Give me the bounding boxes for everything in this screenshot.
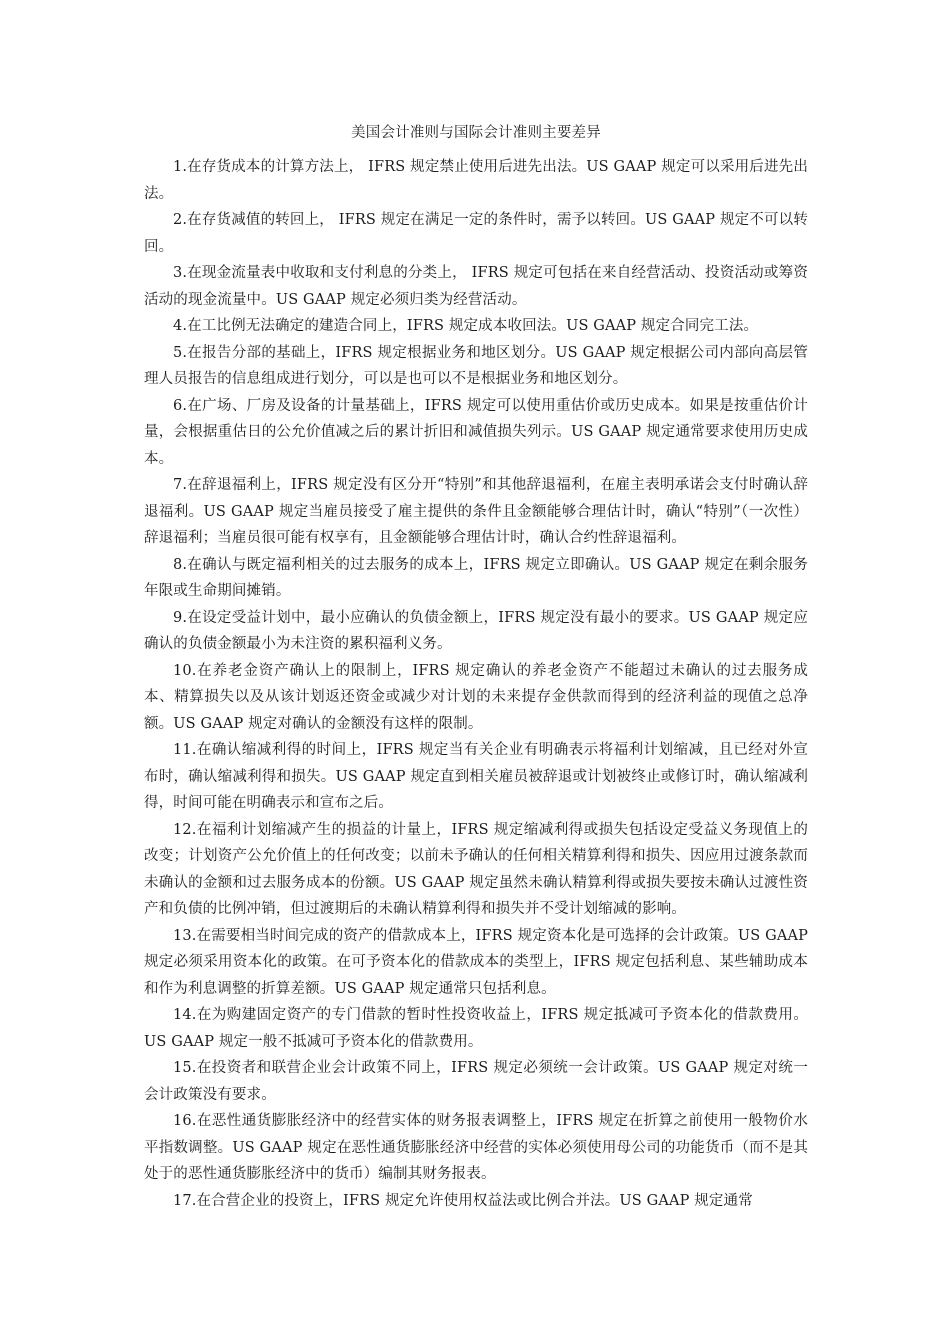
paragraph-4: 4.在工比例无法确定的建造合同上，IFRS 规定成本收回法。US GAAP 规定合同完工法。 xyxy=(173,318,759,334)
paragraph-3: 3.在现金流量表中收取和支付利息的分类上， IFRS 规定可包括在来自经营活动、投资活动或筹资活动的现金流量中。US GAAP 规定必须归类为经营活动。 xyxy=(144,265,808,308)
paragraph-11: 11.在确认缩减利得的时间上，IFRS 规定当有关企业有明确表示将福利计划缩减，且已经对外宣布时，确认缩减利得和损失。US GAAP 规定直到相关雇员被辞退或计划被终止或修订时，确认缩减利得，时间可能在明确表示和宣布之后。 xyxy=(144,742,808,811)
paragraph-8: 8.在确认与既定福利相关的过去服务的成本上，IFRS 规定立即确认。US GAAP 规定在剩余服务年限或生命期间摊销。 xyxy=(144,556,808,599)
paragraph-9: 9.在设定受益计划中，最小应确认的负债金额上，IFRS 规定没有最小的要求。US GAAP 规定应确认的负债金额最小为未注资的累积福利义务。 xyxy=(144,609,808,652)
paragraph-13: 13.在需要相当时间完成的资产的借款成本上，IFRS 规定资本化是可选择的会计政策。US GAAP 规定必须采用资本化的政策。在可予资本化的借款成本的类型上，IFRS 规定包括利息、某些辅助成本和作为利息调整的折算差额。US GAAP 规定通常只包括利息。 xyxy=(144,927,808,997)
document-title: 美国会计准则与国际会计准则主要差异 xyxy=(351,125,601,141)
paragraph-17: 17.在合营企业的投资上，IFRS 规定允许使用权益法或比例合并法。US GAAP 规定通常 xyxy=(173,1192,753,1209)
paragraph-16: 16.在恶性通货膨胀经济中的经营实体的财务报表调整上，IFRS 规定在折算之前使用一般物价水平指数调整。US GAAP 规定在恶性通货膨胀经济中经营的实体必须使用母公司的功能货币（而不是其处于的恶性通货膨胀经济中的货币）编制其财务报表。 xyxy=(144,1113,808,1182)
document-page xyxy=(144,123,808,1214)
paragraph-12: 12.在福利计划缩减产生的损益的计量上，IFRS 规定缩减利得或损失包括设定受益义务现值上的改变；计划资产公允价值上的任何改变；以前未予确认的任何相关精算利得和损失、因应用过渡条款而未确认的金额和过去服务成本的份额。US GAAP 规定虽然未确认精算利得或损失要按未确认过渡性资产和负债的比例冲销，但过渡期后的未确认精算利得和损失并不受计划缩减的影响。 xyxy=(144,821,808,917)
paragraph-10: 10.在养老金资产确认上的限制上，IFRS 规定确认的养老金资产不能超过未确认的过去服务成本、精算损失以及从该计划返还资金或减少对计划的未来提存金供款而得到的经济利益的现值之总净额。US GAAP 规定对确认的金额没有这样的限制。 xyxy=(144,662,808,732)
paragraph-7: 7.在辞退福利上，IFRS 规定没有区分开“特别”和其他辞退福利，在雇主表明承诺会支付时确认辞退福利。US GAAP 规定当雇员接受了雇主提供的条件且金额能够合理估计时，确认“特别”（一次性）辞退福利；当雇员很可能有权享有，且金额能够合理估计时，确认合约性辞退福利。 xyxy=(144,477,808,546)
paragraph-5: 5.在报告分部的基础上，IFRS 规定根据业务和地区划分。US GAAP 规定根据公司内部向高层管理人员报告的信息组成进行划分，可以是也可以不是根据业务和地区划分。 xyxy=(144,344,808,387)
paragraph-6: 6.在广场、厂房及设备的计量基础上，IFRS 规定可以使用重估价或历史成本。如果是按重估价计量，会根据重估日的公允价值减之后的累计折旧和减值损失列示。US GAAP 规定通常要求使用历史成本。 xyxy=(144,397,808,467)
paragraph-14: 14.在为购建固定资产的专门借款的暂时性投资收益上，IFRS 规定抵减可予资本化的借款费用。US GAAP 规定一般不抵减可予资本化的借款费用。 xyxy=(144,1007,808,1050)
paragraph-15: 15.在投资者和联营企业会计政策不同上，IFRS 规定必须统一会计政策。US GAAP 规定对统一会计政策没有要求。 xyxy=(144,1060,808,1103)
paragraph-2: 2.在存货减值的转回上， IFRS 规定在满足一定的条件时，需予以转回。US GAAP 规定不可以转回。 xyxy=(144,212,808,255)
paragraph-1: 1.在存货成本的计算方法上， IFRS 规定禁止使用后进先出法。US GAAP 规定可以采用后进先出法。 xyxy=(144,159,808,202)
